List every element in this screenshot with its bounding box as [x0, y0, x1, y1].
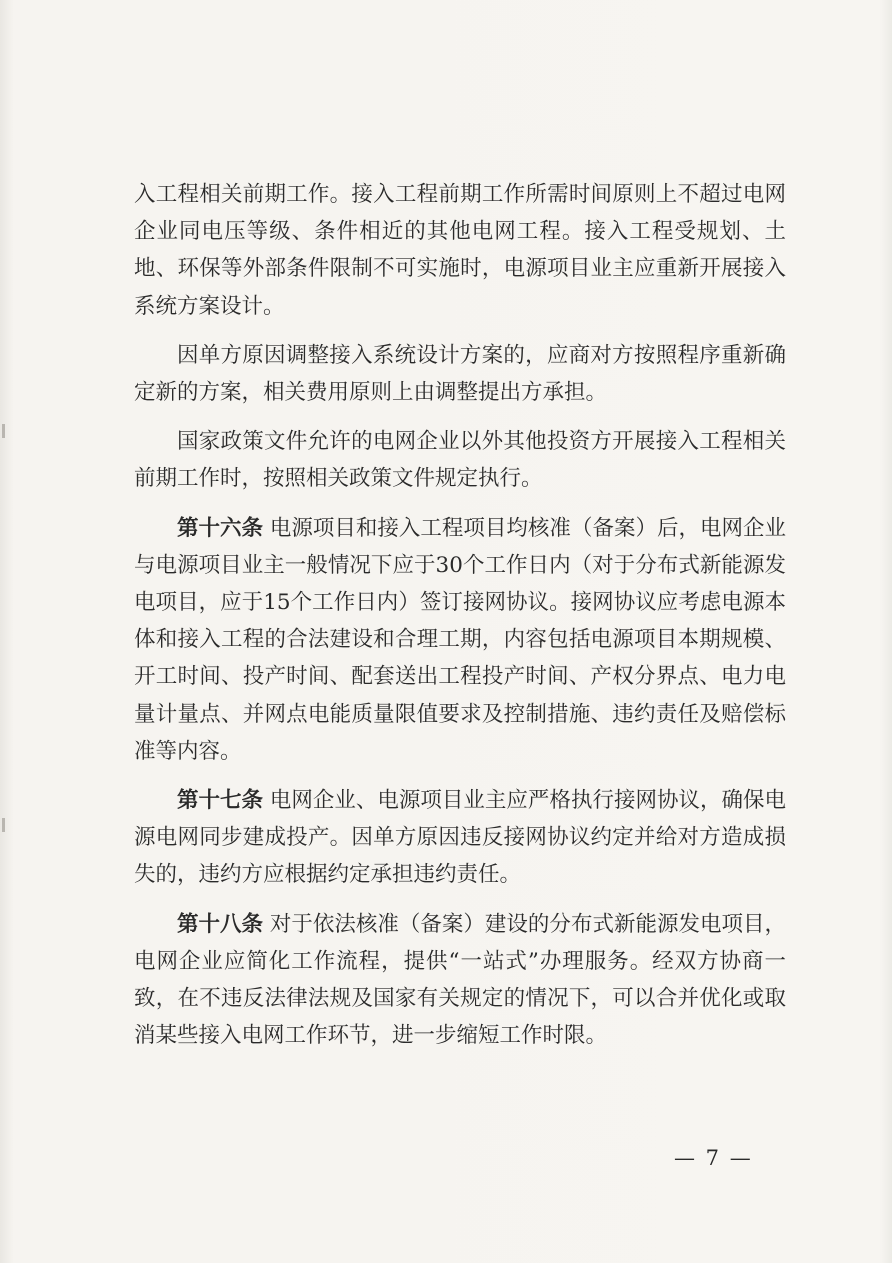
- binding-hole: [2, 818, 5, 832]
- paragraph: [134, 423, 786, 497]
- paragraph-text: 对于依法核准（备案）建设的分布式新能源发电项目，电网企业应简化工作流程，提供“一站式”办理服务。经双方协商一致，在不违反法律法规及国家有关规定的情况下，可以合并优化或取消某些接入电网工作环节，进一步缩短工作时限。: [134, 911, 786, 1049]
- page-number: — 7 —: [674, 1146, 753, 1170]
- paragraph-text: 国家政策文件允许的电网企业以外其他投资方开展接入工程相关前期工作时，按照相关政策文件规定执行。: [134, 429, 786, 492]
- article-17: [134, 782, 786, 894]
- article-heading: 第十七条: [177, 788, 264, 814]
- article-heading: 第十六条: [177, 515, 264, 541]
- binding-hole: [2, 424, 5, 438]
- article-18: [134, 906, 786, 1055]
- paragraph-text: 入工程相关前期工作。接入工程前期工作所需时间原则上不超过电网企业同电压等级、条件相近的其他电网工程。接入工程受规划、土地、环保等外部条件限制不可实施时，电源项目业主应重新开展接入系统方案设计。: [134, 182, 786, 319]
- article-16: [134, 510, 786, 770]
- paragraph: [134, 337, 786, 411]
- paragraph-text: 因单方原因调整接入系统设计方案的，应商对方按照程序重新确定新的方案，相关费用原则上由调整提出方承担。: [134, 342, 786, 406]
- paragraph-text: 电源项目和接入工程项目均核准（备案）后，电网企业与电源项目业主一般情况下应于30个工作日内（对于分布式新能源发电项目，应于15个工作日内）签订接网协议。接网协议应考虑电源本体和接入工程的合法建设和合理工期，内容包括电源项目本期规模、开工时间、投产时间、配套送出工程投产时间、产权分界点、电力电量计量点、并网点电能质量限值要求及控制措施、违约责任及赔偿标准等内容。: [134, 515, 786, 764]
- body-text: [134, 176, 786, 1066]
- article-heading: 第十八条: [177, 911, 264, 937]
- paragraph: [134, 176, 786, 325]
- paragraph-text: 电网企业、电源项目业主应严格执行接网协议，确保电源电网同步建成投产。因单方原因违反接网协议约定并给对方造成损失的，违约方应根据约定承担违约责任。: [134, 788, 786, 888]
